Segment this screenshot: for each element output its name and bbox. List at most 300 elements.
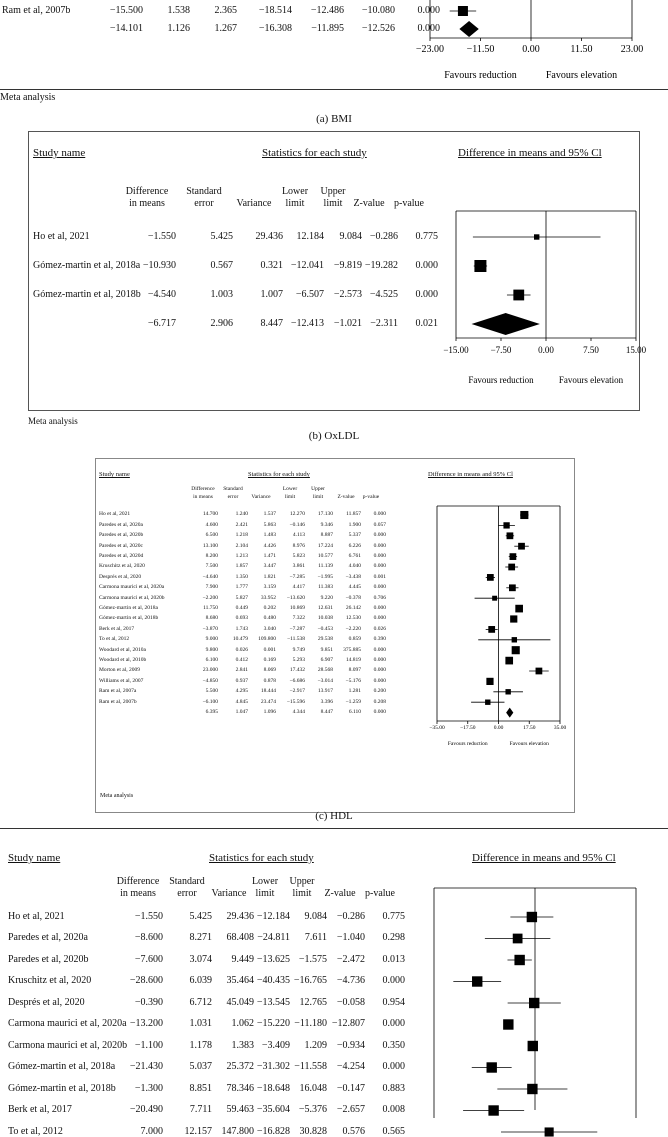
variance-value: 147.800 (221, 1125, 254, 1137)
standard-error-value: 0.693 (235, 615, 248, 622)
study-name: Woodard et al, 2010b (99, 657, 147, 664)
x-tick-label: −17.50 (460, 725, 476, 731)
lower-limit-value: −3.409 (261, 1039, 290, 1051)
study-name: Gómez-martin et al, 2018b (8, 1082, 116, 1094)
z-value: −12.807 (331, 1018, 365, 1029)
variance-value: 9.449 (231, 953, 254, 965)
bmi-caption: (a) BMI (316, 113, 352, 125)
variance-value: 23.474 (260, 698, 276, 705)
p-value: 0.000 (373, 677, 386, 684)
lower-limit-value: 4.417 (292, 584, 305, 591)
p-value: 0.000 (415, 288, 438, 300)
p-value: 0.706 (373, 594, 386, 601)
bmi-forest-plot (0, 0, 668, 90)
p-value: 0.000 (373, 584, 386, 591)
standard-error-value: 1.538 (167, 4, 190, 16)
study-name: Paredes et al, 2020a (8, 932, 88, 943)
variance-value: 3.040 (263, 625, 276, 632)
standard-error-value: 0.567 (210, 259, 233, 271)
difference-value: −4.540 (147, 288, 176, 300)
p-value: 0.298 (382, 932, 405, 943)
variance-value: 1.096 (263, 709, 276, 716)
p-value: 0.000 (415, 259, 438, 271)
variance-header: Variance (211, 888, 247, 899)
upper-limit-value: −11.180 (294, 1018, 327, 1029)
standard-error-value: 4.295 (235, 688, 248, 695)
standard-error-value: 7.711 (189, 1104, 212, 1115)
upper-limit-value: 16.048 (299, 1082, 327, 1094)
study-name: Williams et al, 2007 (99, 677, 144, 684)
x-tick-label: −23.00 (415, 44, 445, 55)
variance-value: 0.202 (263, 605, 276, 612)
standard-error-value: 1.213 (235, 553, 248, 560)
upper-limit-value: 17.130 (317, 511, 333, 518)
standard-error-value: 8.271 (189, 932, 212, 943)
study-name: Paredes et al, 2020b (8, 953, 89, 965)
z-value: −0.286 (336, 910, 365, 922)
favours-reduction-label: Favours reduction (447, 741, 488, 747)
statistics-header: Statistics for each study (248, 471, 310, 478)
standard-error-value: 8.851 (189, 1082, 212, 1094)
p-value: 0.200 (373, 688, 386, 695)
effect-square (545, 1127, 554, 1136)
difference-value: 8.200 (205, 553, 218, 560)
z-value: −4.736 (336, 975, 365, 986)
study-name: Gómez-martin et al, 2018a (99, 605, 158, 612)
standard-error-value: 5.425 (210, 230, 233, 242)
standard-error-value: 0.026 (235, 646, 248, 653)
upper-limit-value: −12.486 (310, 4, 344, 16)
z-value: 6.761 (348, 553, 361, 560)
lower-limit-value: −7.287 (289, 625, 305, 632)
variance-value: 45.049 (226, 996, 254, 1008)
variance-value: 59.463 (226, 1104, 254, 1115)
p-value: 0.057 (373, 521, 386, 528)
x-tick-label: −35.00 (429, 725, 445, 731)
variance-value: 1.383 (231, 1039, 254, 1051)
standard-error-value: 1.240 (235, 511, 248, 518)
lower-limit-value: −6.686 (289, 677, 305, 684)
standard-error-header-1: Standard (169, 876, 205, 887)
difference-header-1: Difference (116, 876, 160, 887)
variance-value: 25.372 (226, 1061, 254, 1072)
p-value: 0.954 (382, 996, 405, 1008)
upper-limit-header-2: limit (312, 493, 324, 500)
effect-square (514, 955, 524, 965)
study-name: To et al, 2012 (99, 636, 130, 643)
x-tick-label: 17.50 (523, 725, 536, 731)
upper-limit-value: 12.631 (317, 605, 333, 612)
p-value: 0.000 (382, 1018, 405, 1029)
effect-square (527, 912, 537, 922)
panel-oxldl (0, 131, 668, 442)
lower-limit-value: −31.302 (256, 1061, 290, 1072)
variance-value: 18.444 (260, 688, 276, 695)
effect-square (528, 1041, 538, 1051)
standard-error-value: 1.777 (235, 584, 248, 591)
z-value: 1.900 (348, 521, 361, 528)
study-name: Woodard et al, 2010a (99, 646, 146, 653)
p-value: 0.000 (373, 605, 386, 612)
difference-value: −2.200 (202, 594, 218, 601)
lower-limit-value: −24.811 (257, 932, 290, 943)
favours-elevation-label: Favours elevation (509, 741, 549, 747)
effect-square (509, 584, 516, 591)
effect-square (518, 543, 525, 550)
z-value: −4.525 (369, 288, 398, 300)
x-tick-label: 35.00 (553, 725, 567, 731)
lower-limit-value: −16.308 (258, 22, 292, 34)
upper-limit-header-1: Upper (320, 186, 346, 197)
upper-limit-value: 10.038 (317, 615, 333, 622)
lower-limit-header-2: limit (285, 198, 305, 209)
lower-limit-value: 4.344 (292, 709, 305, 716)
upper-limit-value: −1.575 (298, 953, 327, 965)
z-value: −12.526 (361, 22, 395, 34)
variance-value: 8.069 (263, 667, 276, 674)
difference-value: −21.430 (129, 1061, 163, 1072)
difference-header-1: Difference (125, 186, 169, 197)
variance-value: 33.952 (260, 594, 276, 601)
variance-value: 109.800 (258, 636, 276, 643)
upper-limit-value: 28.568 (317, 667, 333, 674)
standard-error-header-1: Standard (223, 486, 243, 492)
study-name: Paredes et al, 2020d (99, 553, 144, 560)
lower-limit-value: −2.917 (289, 688, 305, 695)
upper-limit-value: 9.084 (304, 910, 327, 922)
p-value-header: p-value (365, 888, 395, 899)
upper-limit-value: −1.021 (333, 317, 362, 329)
effect-square (505, 657, 513, 665)
lower-limit-value: 12.270 (289, 511, 305, 518)
effect-square (527, 1084, 537, 1094)
difference-value: 7.000 (140, 1125, 163, 1137)
effect-square (492, 596, 497, 601)
p-value: 0.000 (373, 511, 386, 518)
upper-limit-header-2: limit (292, 888, 312, 899)
standard-error-value: 2.104 (235, 542, 248, 549)
z-value-header: Z-value (353, 198, 385, 209)
difference-value: 14.700 (202, 511, 218, 518)
difference-value: 5.500 (205, 688, 218, 695)
difference-value: 6.100 (205, 657, 218, 664)
variance-value: 0.480 (263, 615, 276, 622)
p-value: 0.565 (382, 1125, 405, 1137)
z-value: 1.281 (348, 688, 361, 695)
p-value: 0.000 (382, 1061, 405, 1072)
study-name: Carmona maurici et al, 2020a (99, 584, 165, 591)
study-name: Ram et al, 2007a (99, 688, 137, 695)
bmi-panel-bottom-line (0, 89, 668, 90)
difference-header-2: in means (193, 493, 213, 500)
effect-square (503, 1019, 513, 1029)
difference-value: −20.490 (129, 1104, 163, 1115)
oxldl-forest-plot (0, 131, 668, 411)
variance-value: 0.878 (263, 677, 276, 684)
p-value: 0.000 (373, 553, 386, 560)
z-value: 6.226 (348, 542, 361, 549)
standard-error-header-1: Standard (186, 186, 222, 197)
p-value: 0.001 (373, 573, 386, 580)
x-tick-label: 0.00 (493, 725, 504, 731)
effect-square (520, 511, 528, 519)
study-name: Després et al, 2020 (99, 573, 142, 580)
p-value: 0.000 (373, 532, 386, 539)
upper-limit-value: 29.538 (317, 636, 333, 643)
standard-error-value: 1.178 (189, 1039, 212, 1051)
upper-limit-value: 8.887 (320, 532, 333, 539)
p-value: 0.013 (382, 953, 405, 965)
study-name: Kruschitz et al, 2020 (8, 975, 92, 986)
z-value: −2.657 (336, 1104, 365, 1115)
difference-value: 11.750 (203, 605, 218, 612)
study-name-header: Study name (33, 147, 86, 159)
upper-limit-value: 11.139 (318, 563, 333, 570)
difference-value: −3.870 (202, 625, 218, 632)
upper-limit-value: −11.895 (311, 22, 344, 34)
variance-value: 2.365 (214, 4, 237, 16)
oxldl-footer: Meta analysis (28, 416, 78, 426)
standard-error-value: 6.039 (189, 975, 212, 986)
lower-limit-value: −12.041 (290, 259, 324, 271)
variance-value: 1.267 (214, 22, 237, 34)
upper-limit-value: 17.224 (317, 542, 333, 549)
variance-value: 68.408 (226, 932, 254, 943)
difference-value: 9.000 (205, 636, 218, 643)
z-value-header: Z-value (337, 493, 355, 500)
effect-square (486, 678, 493, 685)
standard-error-value: 0.937 (235, 677, 248, 684)
difference-header-1: Difference (191, 486, 215, 492)
variance-value: 4.426 (263, 542, 276, 549)
lower-limit-value: −13.625 (256, 953, 290, 965)
z-value: −2.220 (345, 625, 361, 632)
z-value: −4.254 (336, 1061, 365, 1072)
standard-error-value: 1.031 (189, 1018, 212, 1029)
effect-square (510, 615, 517, 622)
lower-limit-value: 7.322 (292, 615, 305, 622)
upper-limit-value: 9.220 (320, 594, 333, 601)
p-value: 0.000 (382, 975, 405, 986)
standard-error-value: 2.906 (210, 317, 233, 329)
p-value: 0.775 (415, 230, 438, 242)
difference-value: 23.000 (202, 667, 218, 674)
z-value: −1.040 (336, 932, 365, 943)
p-value: 0.000 (373, 709, 386, 716)
lower-limit-value: 8.976 (292, 542, 305, 549)
variance-value: 0.001 (263, 646, 276, 653)
ci-header: Difference in means and 95% Cl (458, 147, 602, 159)
lower-limit-value: −12.413 (290, 317, 324, 329)
upper-limit-value: 9.851 (320, 646, 333, 653)
difference-value: −1.550 (147, 230, 176, 242)
study-name: Gómez-martin et al, 2018a (8, 1061, 116, 1072)
study-name: Paredes et al, 2020c (99, 542, 143, 549)
standard-error-value: 3.074 (189, 953, 212, 965)
p-value: 0.390 (373, 636, 386, 643)
lower-limit-value: 5.293 (292, 657, 305, 664)
upper-limit-value: 6.907 (320, 657, 333, 664)
difference-value: −4.850 (202, 677, 218, 684)
difference-value: 8.680 (205, 615, 218, 622)
study-name: Paredes et al, 2020b (99, 532, 144, 539)
lower-limit-header-2: limit (255, 888, 275, 899)
difference-header-2: in means (120, 888, 156, 899)
variance-value: 3.159 (263, 584, 276, 591)
upper-limit-value: 9.084 (339, 230, 362, 242)
lower-limit-value: −12.184 (256, 910, 290, 922)
difference-value: −1.100 (134, 1039, 163, 1051)
lower-limit-value: −13.545 (256, 996, 290, 1008)
upper-limit-value: 30.828 (299, 1125, 327, 1137)
lower-limit-value: −35.604 (256, 1104, 290, 1115)
lower-limit-header-1: Lower (281, 186, 309, 197)
hdl-footer: Meta analysis (100, 793, 134, 799)
lower-limit-value: −6.507 (295, 288, 324, 300)
standard-error-value: 5.827 (235, 594, 248, 601)
lower-limit-value: −13.620 (286, 594, 305, 601)
variance-value: 0.169 (263, 657, 276, 664)
lower-limit-value: 5.823 (292, 553, 305, 560)
standard-error-value: 5.425 (189, 910, 212, 922)
z-value: −0.934 (336, 1039, 365, 1051)
variance-value: 3.447 (263, 563, 276, 570)
effect-square (487, 1062, 497, 1072)
lower-limit-header-2: limit (284, 493, 296, 500)
upper-limit-value: 7.611 (304, 932, 327, 943)
lower-limit-value: −18.514 (258, 4, 292, 16)
lower-limit-value: −18.648 (256, 1082, 290, 1094)
effect-square (513, 290, 524, 301)
upper-limit-header-2: limit (323, 198, 343, 209)
upper-limit-value: 12.765 (299, 996, 327, 1008)
effect-square (529, 998, 539, 1008)
study-name: Ram et al, 2007b (2, 4, 71, 16)
lower-limit-value: 10.869 (289, 605, 305, 612)
difference-value: 6.395 (205, 709, 218, 716)
upper-limit-value: 10.577 (317, 553, 333, 560)
z-value: 0.576 (342, 1125, 365, 1137)
variance-header: Variance (251, 493, 271, 500)
z-value: 6.110 (348, 709, 361, 716)
panel-hdl (0, 456, 668, 821)
standard-error-value: 4.845 (235, 698, 248, 705)
study-name: Carmona maurici et al, 2020a (8, 1018, 127, 1029)
difference-value: 6.500 (205, 532, 218, 539)
standard-error-value: 6.712 (189, 996, 212, 1008)
variance-value: 1.007 (260, 288, 283, 300)
ci-header: Difference in means and 95% Cl (472, 852, 616, 864)
upper-limit-value: 9.346 (320, 521, 333, 528)
variance-value: 29.436 (226, 910, 254, 922)
standard-error-header-2: error (177, 888, 197, 899)
effect-square (507, 532, 514, 539)
upper-limit-value: −16.765 (293, 975, 327, 986)
effect-square (515, 605, 523, 613)
lower-limit-value: 17.432 (289, 667, 305, 674)
ldl-forest-plot (0, 828, 668, 1110)
x-tick-label: 11.50 (570, 44, 593, 55)
panel-ldl (0, 828, 668, 1137)
p-value: 0.883 (382, 1082, 405, 1094)
z-value: −0.378 (345, 594, 361, 601)
favours-reduction-label: Favours reduction (468, 375, 534, 385)
effect-square (510, 553, 517, 560)
ci-header: Difference in means and 95% Cl (428, 471, 513, 478)
z-value: −0.058 (336, 996, 365, 1008)
upper-limit-value: 11.383 (318, 584, 333, 591)
z-value: −0.147 (336, 1082, 365, 1094)
upper-limit-value: −0.453 (317, 625, 333, 632)
study-name: Carmona maurici et al, 2020b (8, 1039, 128, 1051)
z-value: 8.097 (348, 667, 361, 674)
difference-value: −13.200 (129, 1018, 163, 1029)
difference-value: 9.800 (205, 646, 218, 653)
effect-square (503, 522, 509, 528)
z-value: −5.176 (345, 677, 361, 684)
study-name: Després et al, 2020 (8, 996, 85, 1008)
standard-error-value: 5.037 (189, 1061, 212, 1072)
z-value: −10.080 (361, 4, 395, 16)
z-value: 4.445 (348, 584, 361, 591)
lower-limit-value: 12.184 (296, 230, 324, 242)
difference-value: −14.101 (109, 22, 143, 34)
standard-error-value: 1.743 (235, 625, 248, 632)
standard-error-value: 10.479 (232, 636, 248, 643)
p-value: 0.000 (417, 22, 440, 34)
effect-square (488, 1105, 498, 1115)
effect-square (513, 934, 523, 944)
difference-value: −7.600 (134, 953, 163, 965)
upper-limit-value: −11.558 (294, 1061, 327, 1072)
study-name: Berk et al, 2017 (8, 1104, 72, 1115)
summary-diamond (459, 21, 478, 37)
z-value: −0.286 (369, 230, 398, 242)
z-value: 5.337 (348, 532, 361, 539)
study-name: Berk et al, 2017 (99, 625, 135, 632)
effect-square (474, 260, 486, 272)
standard-error-value: 12.157 (184, 1125, 212, 1137)
lower-limit-value: −15.220 (256, 1018, 290, 1029)
x-tick-label: −7.50 (490, 345, 512, 355)
difference-value: 7.900 (205, 584, 218, 591)
difference-value: −6.717 (147, 317, 176, 329)
standard-error-value: 1.126 (167, 22, 190, 34)
study-name: Gómez-martin et al, 2018b (99, 615, 159, 622)
effect-square (512, 646, 520, 654)
variance-value: 1.471 (263, 553, 276, 560)
variance-value: 5.863 (263, 521, 276, 528)
difference-value: −1.550 (134, 910, 163, 922)
x-tick-label: 23.00 (620, 44, 644, 55)
effect-square (485, 700, 490, 705)
difference-value: 7.500 (205, 563, 218, 570)
difference-value: 4.600 (205, 521, 218, 528)
upper-limit-value: 1.209 (304, 1039, 327, 1051)
x-tick-label: −15.00 (443, 345, 469, 355)
study-name: To et al, 2012 (8, 1125, 63, 1137)
lower-limit-header-1: Lower (282, 486, 298, 492)
favours-elevation-label: Favours elevation (545, 70, 618, 81)
lower-limit-value: 3.861 (292, 563, 305, 570)
effect-square (512, 637, 517, 642)
z-value: 375.885 (343, 646, 361, 653)
difference-value: −1.300 (134, 1082, 163, 1094)
z-value-header: Z-value (324, 888, 356, 899)
summary-diamond (472, 313, 540, 335)
standard-error-value: 1.047 (235, 709, 248, 716)
effect-square (487, 574, 494, 581)
